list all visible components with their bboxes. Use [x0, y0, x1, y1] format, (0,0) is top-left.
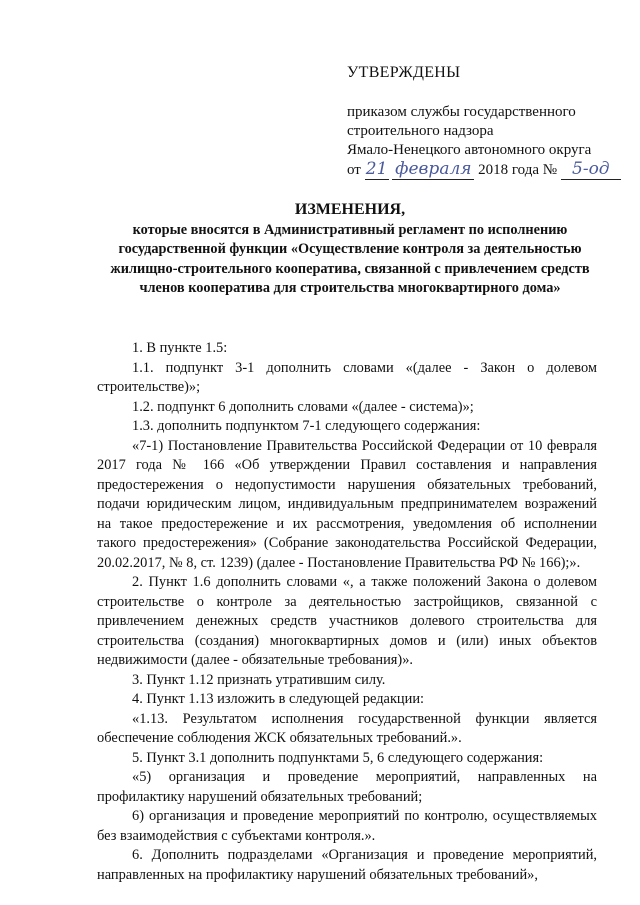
paragraph: 2. Пункт 1.6 дополнить словами «, а также положений Закона о долевом строительстве о контроле за деятельностью застройщиков, связанной с привлечением денежных средств участников долевого строительства для строительства (создания) многоквартирных домов и (или) иных объектов недвижимости (далее - обязательные требования)».	[97, 574, 597, 668]
paragraph: 6) организация и проведение мероприятий по контролю, осуществляемых без взаимодействия с субъектами контроля.».	[97, 808, 597, 844]
paragraph: 1.3. дополнить подпунктом 7-1 следующего содержания:	[132, 418, 481, 434]
paragraph: «5) организация и проведение мероприятий, направленных на профилактику нарушений обязательных требований;	[97, 769, 597, 805]
paragraph: «1.13. Результатом исполнения государственной функции является обеспечение соблюдения ЖСК обязательных требований.».	[97, 710, 597, 746]
paragraph: 1.1. подпункт 3-1 дополнить словами «(далее - Закон о долевом строительстве)»;	[97, 359, 597, 395]
paragraph: 1.2. подпункт 6 дополнить словами «(далее - система)»;	[132, 398, 474, 415]
paragraph: 4. Пункт 1.13 изложить в следующей редакции:	[132, 691, 425, 707]
order-prefix: от	[347, 162, 361, 178]
approval-block	[347, 63, 627, 180]
handwritten-day: 21	[365, 159, 388, 179]
paragraph: 3. Пункт 1.12 признать утратившим силу.	[132, 671, 386, 688]
approval-heading: УТВЕРЖДЕНЫ	[347, 64, 461, 81]
handwritten-month: февраля	[392, 160, 474, 180]
order-year: 2018 года №	[478, 162, 558, 178]
paragraph: «7-1) Постановление Правительства Российской Федерации от 10 февраля 2017 года № 166 «Об утверждении Правил составления и направления предостережения о недопустимости нарушения обязательных требований, подачи юридическим лицом, индивидуальным предпринимателем возражений на такое предостережение и их рассмотрения, уведомления об исполнении такого предостережения» (Собрание законодательства Российской Федерации, 20.02.2017, № 8, ст. 1239) (далее - Постановление Правительства РФ № 166);».	[97, 437, 597, 571]
paragraph: 1. В пункте 1.5:	[132, 340, 228, 356]
paragraph: 6. Дополнить подразделами «Организация и проведение мероприятий, направленных на профилактику нарушений обязательных требований»,	[97, 847, 597, 883]
title-subtitle: которые вносятся в Административный регламент по исполнению государственной функции «Осуществление контроля за деятельностью жилищно-строительного кооператива, связанной с привлечением средств членов кооператива для строительства многоквартирного дома»	[110, 222, 590, 296]
handwritten-order-number: 5-од	[561, 160, 621, 180]
document-title	[100, 200, 600, 298]
paragraph: 5. Пункт 3.1 дополнить подпунктами 5, 6 следующего содержания:	[132, 749, 544, 766]
approval-line: строительного надзора	[347, 123, 494, 139]
approval-line: Ямало-Ненецкого автономного округа	[347, 142, 592, 158]
document-body	[97, 339, 597, 885]
title-main: ИЗМЕНЕНИЯ,	[294, 201, 406, 218]
approval-line: приказом службы государственного	[347, 104, 576, 120]
order-date-line	[347, 160, 627, 180]
